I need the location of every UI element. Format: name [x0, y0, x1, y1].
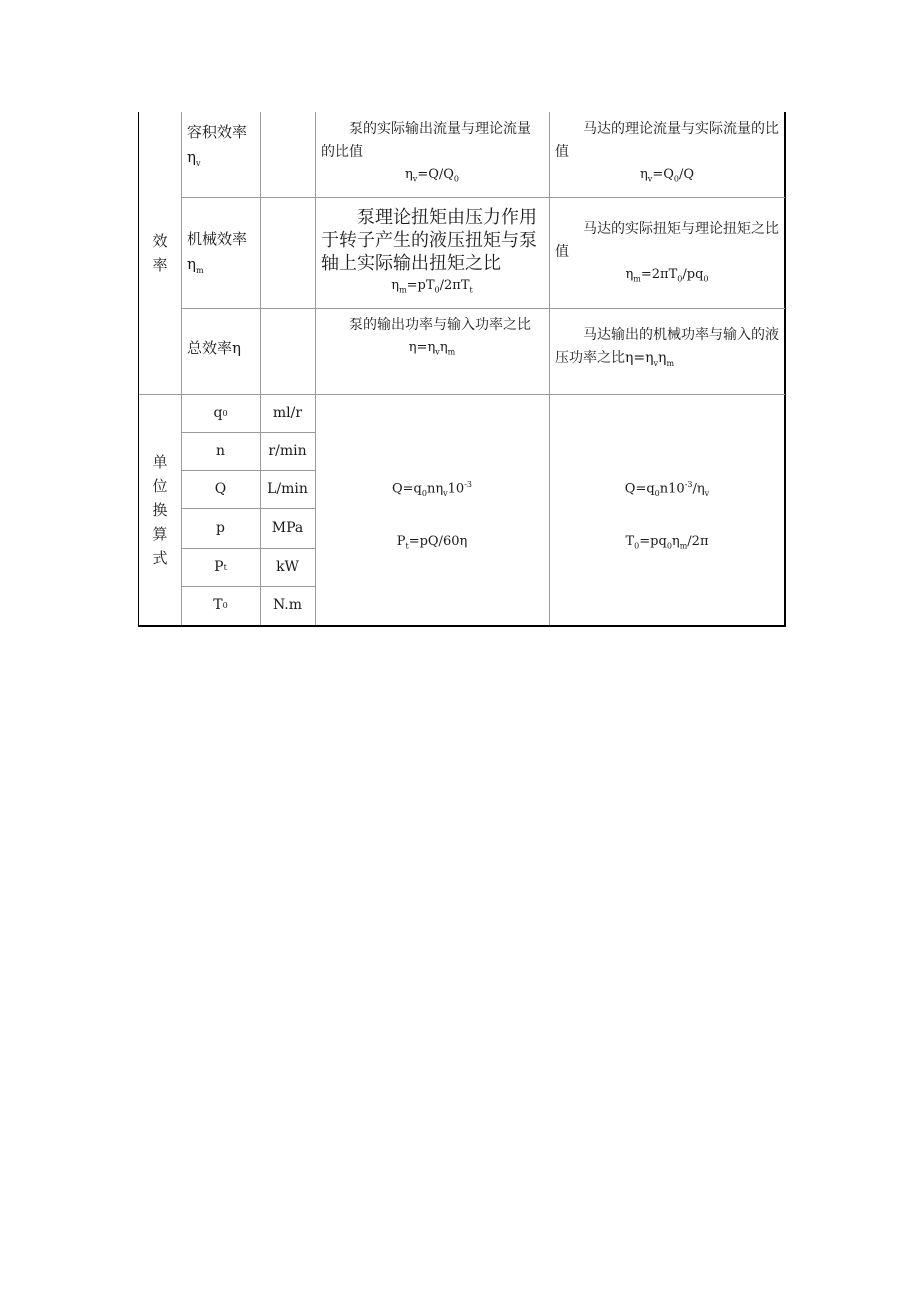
motor-flow-formula: $Q=q_0n10^{-3}/\eta_v$	[624, 480, 710, 498]
total-efficiency-name	[181, 308, 260, 394]
unit-symbol: Q	[214, 480, 227, 497]
group-label-char: 换	[152, 500, 168, 519]
volumetric-efficiency-name	[181, 112, 260, 197]
row-name: 容积效率	[187, 123, 248, 141]
row-name: 总效率η	[187, 339, 241, 357]
motor-total-cell	[549, 308, 785, 394]
mechanical-efficiency-name	[181, 197, 260, 308]
pump-mechanical-formula: $\eta_m=pT_0/2\pi T_t$	[391, 278, 473, 295]
motor-mechanical-text: 马达的实际扭矩与理论扭矩之比值	[555, 221, 779, 260]
pump-total-formula: $\eta=\eta_v\eta_m$	[408, 340, 456, 357]
group-label-char: 式	[152, 548, 168, 567]
motor-volumetric-cell	[549, 112, 785, 197]
unit-value: MPa	[271, 519, 304, 536]
unit-symbol: P t	[214, 558, 227, 575]
pump-power-formula: $P_t=pQ/60\eta$	[396, 534, 468, 551]
group-label-char: 率	[152, 256, 168, 274]
unit-symbol: n	[215, 442, 226, 459]
pump-volumetric-formula: $\eta_v=Q/Q_0$	[404, 167, 459, 184]
pump-total-cell	[315, 308, 549, 394]
motor-torque-formula: $T_0=pq_0\eta_m/2\pi$	[625, 534, 709, 551]
pump-mechanical-text: 泵理论扭矩由压力作用于转子产生的液压扭矩与泵轴上实际输出扭矩之比	[321, 207, 537, 274]
efficiency-group-label	[139, 112, 181, 394]
pump-conversion-formulas	[315, 476, 549, 556]
pump-flow-formula: $Q=q_0n\eta_v10^{-3}$	[391, 480, 472, 498]
motor-total-text: 马达输出的机械功率与输入的液压功率之比$\eta=\eta_v\eta_m$	[555, 327, 779, 368]
pump-volumetric-text: 泵的实际输出流量与理论流量的比值	[321, 121, 531, 160]
row-symbol: $\eta_m$	[187, 255, 204, 275]
pump-total-text: 泵的输出功率与输入功率之比	[349, 317, 531, 333]
motor-mechanical-cell	[549, 197, 785, 308]
motor-mechanical-formula: $\eta_m=2\pi T_0/pq_0$	[625, 267, 709, 284]
motor-volumetric-formula: $\eta_v=Q_0/Q$	[639, 167, 695, 184]
unit-value: N.m	[272, 597, 303, 613]
group-label-char: 效	[152, 232, 168, 250]
row-symbol: $\eta_v$	[187, 148, 201, 168]
unit-value: ml/r	[272, 404, 303, 421]
unit-value: r/min	[268, 442, 307, 459]
group-label-char: 单	[152, 452, 168, 471]
unit-symbol: T 0	[213, 597, 228, 613]
unit-symbol: q 0	[213, 404, 228, 421]
group-label-char: 位	[152, 476, 168, 495]
row-name: 机械效率	[187, 230, 248, 248]
group-label-char: 算	[152, 524, 168, 543]
unit-value: L/min	[267, 480, 308, 497]
efficiency-table	[138, 112, 786, 627]
pump-mechanical-cell	[315, 197, 549, 308]
motor-volumetric-text: 马达的理论流量与实际流量的比值	[555, 121, 779, 160]
pump-volumetric-cell	[315, 112, 549, 197]
unit-symbol: p	[216, 519, 225, 536]
motor-conversion-formulas	[549, 476, 785, 556]
unit-value: kW	[276, 558, 299, 575]
unit-conversion-group-label	[139, 394, 181, 625]
